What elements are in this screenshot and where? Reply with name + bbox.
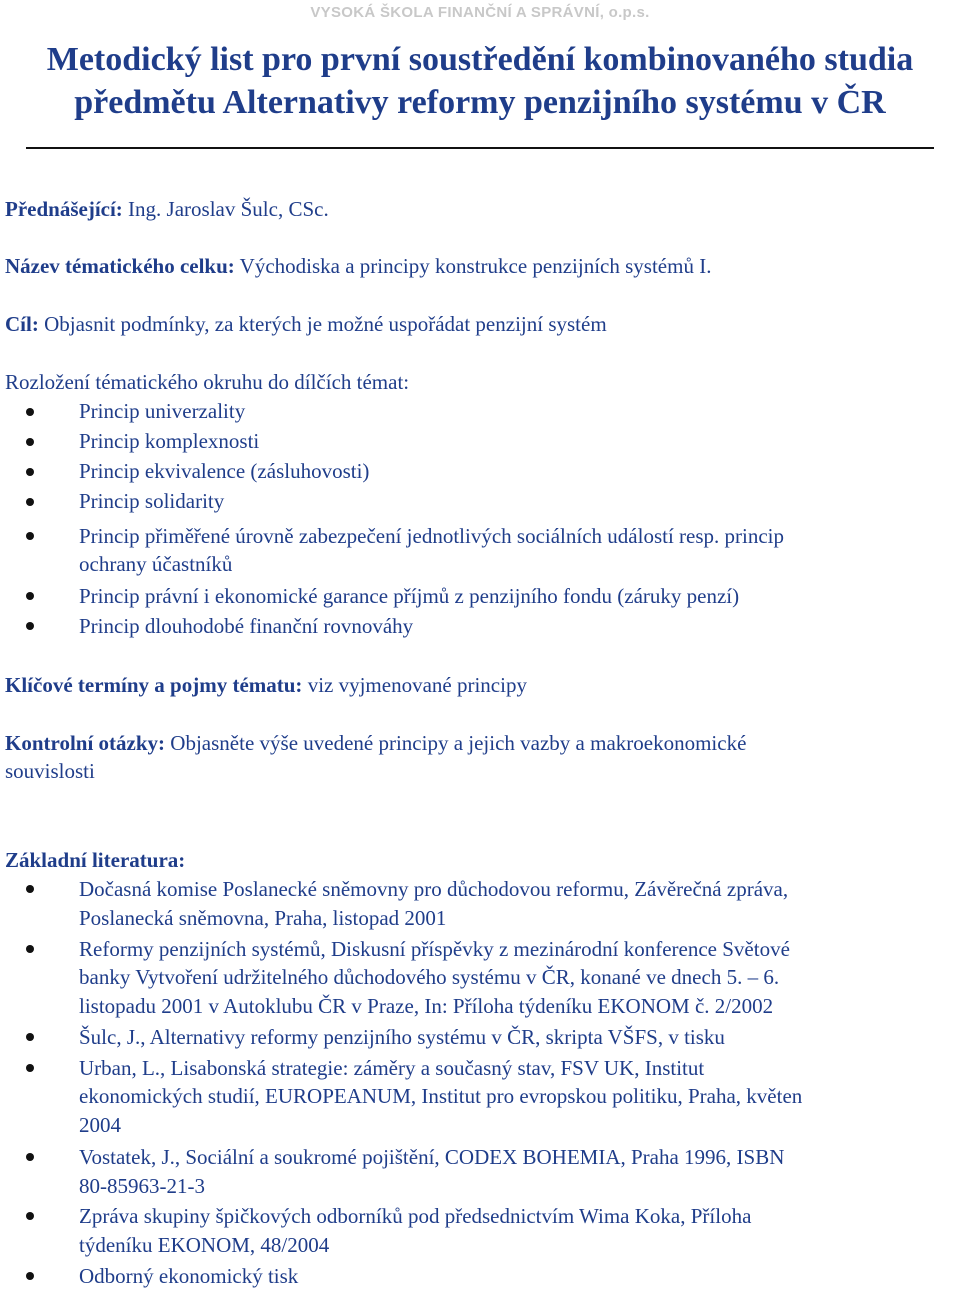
bullet-icon: [26, 438, 34, 446]
bullet-icon: [26, 885, 34, 893]
bullet-icon: [26, 468, 34, 476]
literature-line: týdeníku EKONOM, 48/2004: [79, 1233, 330, 1257]
literature-heading: Základní literatura:: [5, 848, 186, 872]
literature-line: Zpráva skupiny špičkových odborníků pod předsednictvím Wima Koka, Příloha: [79, 1204, 752, 1228]
bullet-icon: [26, 592, 34, 600]
title-line-1: Metodický list pro první soustředění kombinovaného studia: [46, 41, 914, 78]
unit-line: [5, 254, 711, 278]
literature-line: listopadu 2001 v Autoklubu ČR v Praze, In: Příloha týdeníku EKONOM č. 2/2002: [79, 994, 774, 1018]
unit-label: Název tématického celku:: [5, 254, 235, 278]
breakdown-item: Princip univerzality: [79, 399, 246, 423]
control-questions-line: [5, 731, 746, 755]
literature-line: Reformy penzijních systémů, Diskusní příspěvky z mezinárodní konference Světové: [79, 937, 790, 961]
control-value: Objasněte výše uvedené principy a jejich vazby a makroekonomické: [165, 731, 747, 755]
page-title: [0, 38, 960, 124]
bullet-icon: [26, 1212, 34, 1220]
breakdown-item: Princip solidarity: [79, 489, 225, 513]
breakdown-heading: Rozložení tématického okruhu do dílčích témat:: [5, 370, 410, 394]
bullet-icon: [26, 1272, 34, 1280]
bullet-icon: [26, 945, 34, 953]
title-divider: [26, 147, 934, 149]
unit-value: Východiska a principy konstrukce penzijních systémů I.: [234, 254, 712, 278]
literature-line: banky Vytvoření udržitelného důchodového systému v ČR, konané ve dnech 5. – 6.: [79, 965, 780, 989]
goal-line: [5, 312, 607, 336]
literature-line: 2004: [79, 1113, 121, 1137]
lecturer-value: Ing. Jaroslav Šulc, CSc.: [122, 197, 329, 221]
key-terms-label: Klíčové termíny a pojmy tématu:: [5, 673, 303, 697]
bullet-icon: [26, 498, 34, 506]
breakdown-item: Princip ekvivalence (zásluhovosti): [79, 459, 370, 483]
literature-line: Vostatek, J., Sociální a soukromé pojištění, CODEX BOHEMIA, Praha 1996, ISBN: [79, 1145, 785, 1169]
lecturer-label: Přednášející:: [5, 197, 123, 221]
literature-line: Dočasná komise Poslanecké sněmovny pro důchodovou reformu, Závěrečná zpráva,: [79, 877, 789, 901]
school-header: VYSOKÁ ŠKOLA FINANČNÍ A SPRÁVNÍ, o.p.s.: [310, 4, 650, 21]
literature-line: 80-85963-21-3: [79, 1174, 205, 1198]
title-line-2: předmětu Alternativy reformy penzijního systému v ČR: [74, 84, 886, 121]
bullet-icon: [26, 1033, 34, 1041]
breakdown-item: Princip dlouhodobé finanční rovnováhy: [79, 614, 414, 638]
bullet-icon: [26, 1153, 34, 1161]
literature-line: Šulc, J., Alternativy reformy penzijního systému v ČR, skripta VŠFS, v tisku: [79, 1025, 725, 1049]
control-value-continuation: souvislosti: [5, 759, 95, 783]
literature-line: Odborný ekonomický tisk: [79, 1264, 299, 1288]
literature-line: ekonomických studií, EUROPEANUM, Institut pro evropskou politiku, Praha, květen: [79, 1084, 803, 1108]
key-terms-line: [5, 673, 527, 697]
literature-line: Poslanecká sněmovna, Praha, listopad 2001: [79, 906, 447, 930]
bullet-icon: [26, 1064, 34, 1072]
bullet-icon: [26, 408, 34, 416]
breakdown-item: Princip komplexnosti: [79, 429, 260, 453]
control-label: Kontrolní otázky:: [5, 731, 166, 755]
lecturer-line: [5, 197, 329, 221]
goal-label: Cíl:: [5, 312, 39, 336]
bullet-icon: [26, 532, 34, 540]
breakdown-item: Princip právní i ekonomické garance příjmů z penzijního fondu (záruky penzí): [79, 584, 740, 608]
goal-value: Objasnit podmínky, za kterých je možné uspořádat penzijní systém: [38, 312, 607, 336]
breakdown-item-continuation: ochrany účastníků: [79, 552, 233, 576]
breakdown-item: Princip přiměřené úrovně zabezpečení jednotlivých sociálních událostí resp. princip: [79, 524, 785, 548]
key-terms-value: viz vyjmenované principy: [302, 673, 527, 697]
literature-line: Urban, L., Lisabonská strategie: záměry a současný stav, FSV UK, Institut: [79, 1056, 705, 1080]
bullet-icon: [26, 622, 34, 630]
